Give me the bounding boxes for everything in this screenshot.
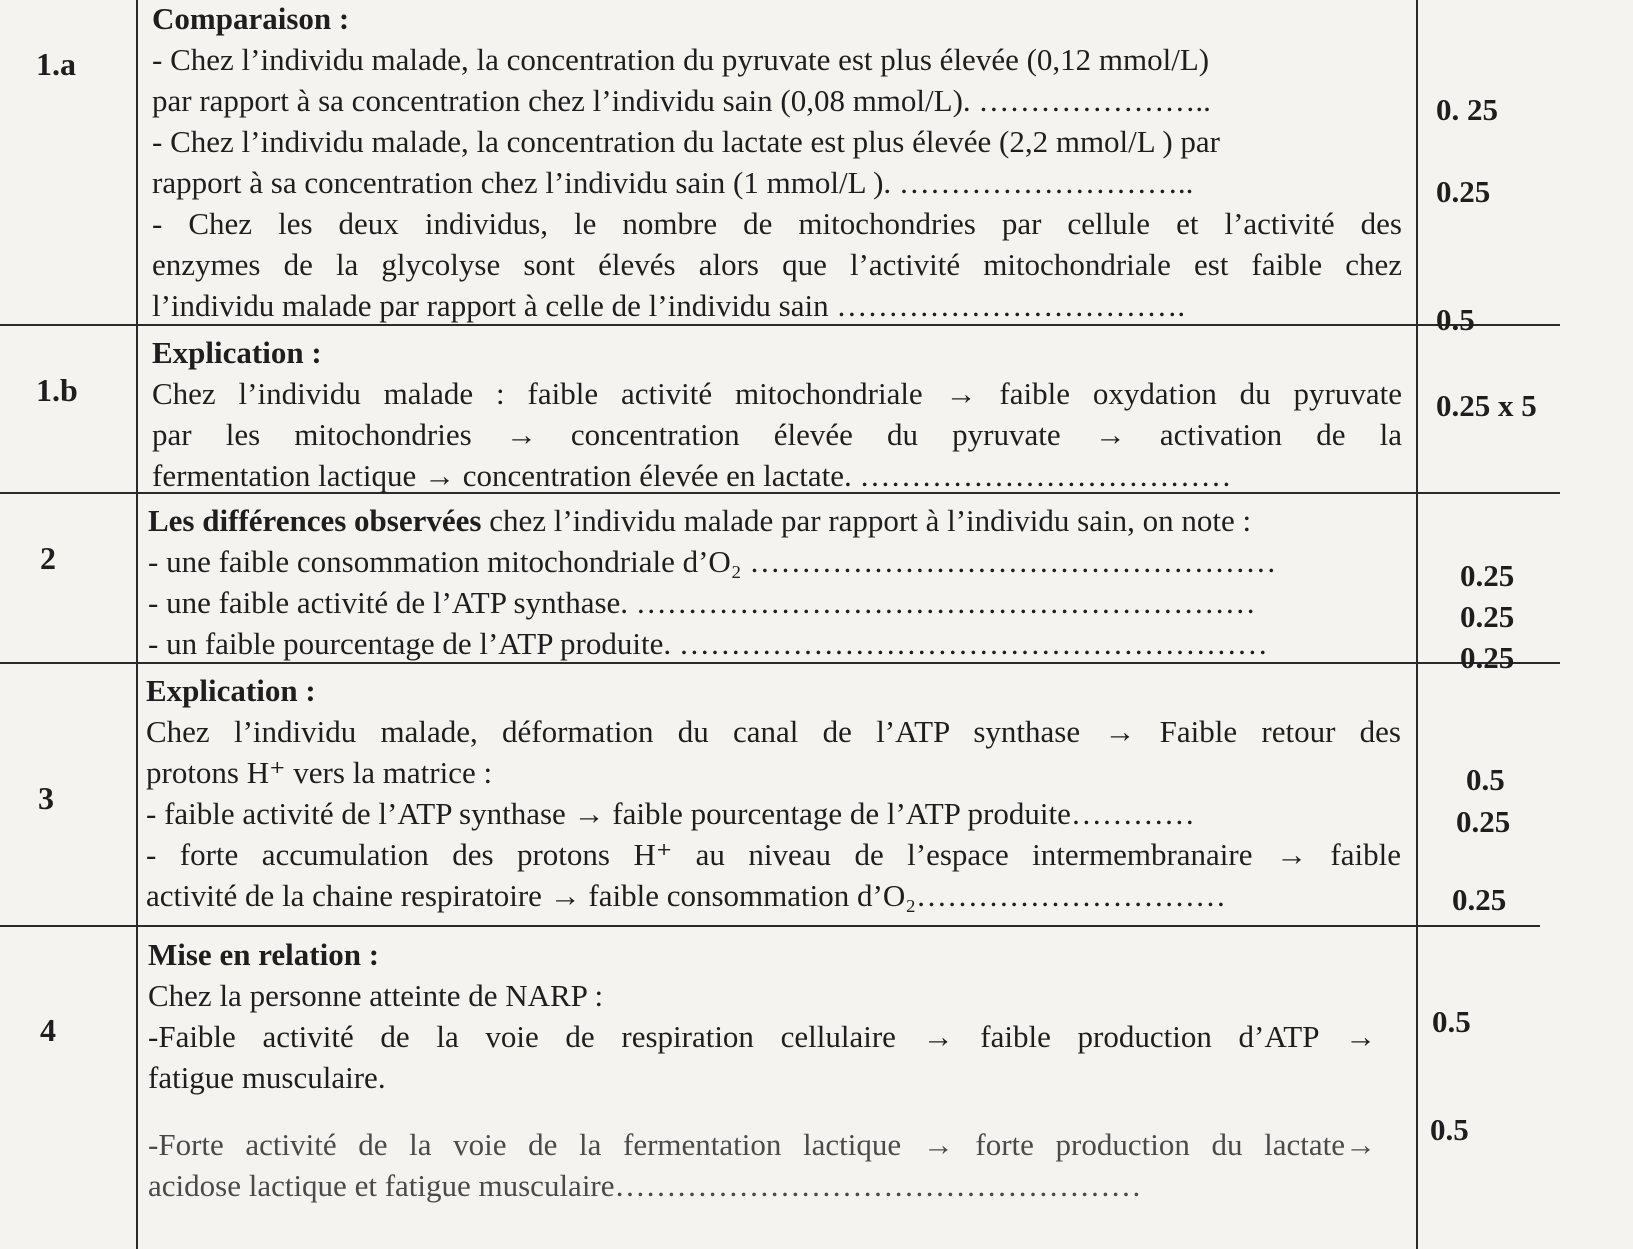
answer-line: par les mitochondries → concentration élevée du pyruvate → activation de la [152,417,1402,452]
score-value: 0.25 [1456,804,1511,839]
answer-line: - faible activité de l’ATP synthase → faible pourcentage de l’ATP produite………… [146,796,1195,831]
answer-line: fermentation lactique → concentration élevée en lactate. ……………………………… [152,458,1232,493]
column-divider-left [136,0,138,1249]
answer-content [148,500,1403,664]
answer-line: fatigue musculaire. [148,1060,386,1095]
score-value: 0.5 [1432,1004,1471,1039]
answer-line: - Chez les deux individus, le nombre de mitochondries par cellule et l’activité des [152,206,1402,241]
score-value: 0.25 [1452,882,1507,917]
row-divider [0,925,1540,927]
section-heading: Comparaison : [152,1,350,36]
answer-line: rapport à sa concentration chez l’individu sain (1 mmol/L ). ……………………….. [152,165,1194,200]
answer-line: activité de la chaine respiratoire → faible consommation d’O₂………………………… [146,878,1227,913]
question-number: 4 [40,1012,56,1048]
answer-line: -Faible activité de la voie de respiration cellulaire → faible production d’ATP → [148,1019,1376,1054]
score-value: 0.5 [1466,762,1505,797]
answer-line: - Chez l’individu malade, la concentration du lactate est plus élevée (2,2 mmol/L ) par [152,124,1220,159]
score-value: 0.25 x 5 [1436,388,1537,423]
score-value: 0.25 [1460,599,1515,634]
answer-line: -Forte activité de la voie de la fermentation lactique → forte production du lactate→ [148,1127,1376,1162]
answer-content [146,670,1401,916]
answer-line: protons H⁺ vers la matrice : [146,755,493,790]
answer-line: l’individu malade par rapport à celle de l’individu sain ……………………………. [152,288,1186,323]
section-heading: Mise en relation : [148,937,380,972]
score-value: 0.25 [1436,174,1491,209]
answer-line: Chez l’individu malade : faible activité mitochondriale → faible oxydation du pyruvate [152,376,1402,411]
answer-line: enzymes de la glycolyse sont élevés alors que l’activité mitochondriale est faible chez [152,247,1402,282]
score-value: 0.25 [1460,558,1515,593]
answer-line: - une faible activité de l’ATP synthase. …………………………………………………… [148,585,1256,620]
question-number: 3 [38,780,54,816]
answer-line: - forte accumulation des protons H⁺ au niveau de l’espace intermembranaire → faible [146,837,1401,872]
spacer [148,1098,1376,1124]
score-value: 0. 25 [1436,92,1498,127]
answer-line: - un faible pourcentage de l’ATP produite. ………………………………………………… [148,626,1268,661]
question-number: 2 [40,540,56,576]
answer-line: par rapport à sa concentration chez l’individu sain (0,08 mmol/L). ………………….. [152,83,1211,118]
section-heading: Explication : [152,335,322,370]
section-heading [148,500,1403,541]
answer-line: acidose lactique et fatigue musculaire…………………………………………… [148,1168,1142,1203]
answer-content [152,332,1402,496]
answer-content [152,0,1402,326]
heading-bold: Les différences observées [148,503,482,538]
score-value: 0.5 [1436,302,1475,337]
answer-line: Chez l’individu malade, déformation du canal de l’ATP synthase → Faible retour des [146,714,1401,749]
score-value: 0.5 [1430,1112,1469,1147]
answer-line: Chez la personne atteinte de NARP : [148,978,604,1013]
heading-rest: chez l’individu malade par rapport à l’individu sain, on note : [481,503,1252,538]
answer-content [148,934,1376,1206]
question-number: 1.b [36,372,78,408]
answer-line: - une faible consommation mitochondriale d’O₂ …………………………………………… [148,544,1277,579]
section-heading: Explication : [146,673,316,708]
question-number: 1.a [36,46,76,82]
answer-line: - Chez l’individu malade, la concentration du pyruvate est plus élevée (0,12 mmol/L) [152,42,1210,77]
score-value: 0.25 [1460,640,1515,675]
column-divider-right [1416,0,1418,1249]
